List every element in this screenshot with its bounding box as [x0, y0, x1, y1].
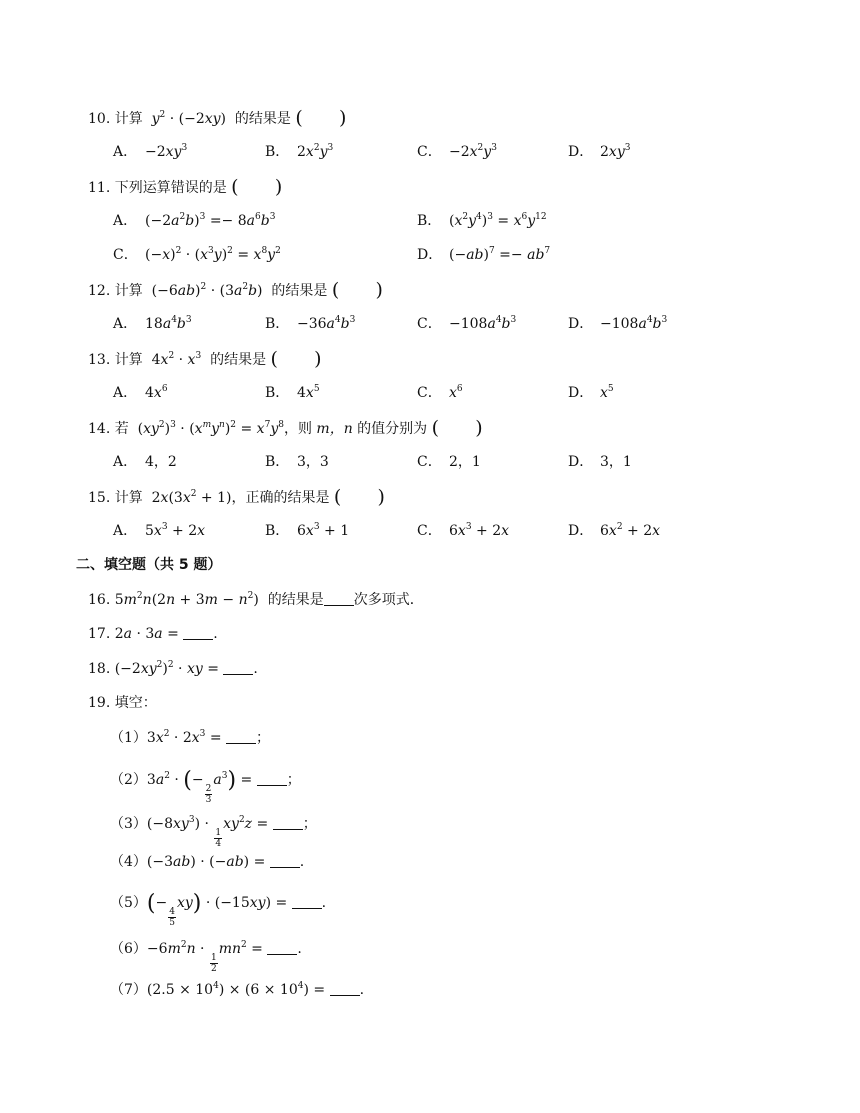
answer-blank[interactable] — [257, 771, 287, 786]
question-number: 15. — [88, 490, 111, 506]
q13-option-a[interactable]: A． $4x^6$ — [113, 384, 168, 401]
question-suffix: ，正确的结果是 — [231, 490, 330, 506]
q11-option-d[interactable]: D． $(-ab)^7 =- ab^7$ — [417, 246, 551, 263]
question-prefix: 计算 — [114, 352, 143, 368]
answer-blank[interactable] — [267, 940, 297, 955]
q19-part-1: $(1)3x^2 \cdot 2x^3$ = ； — [110, 729, 271, 746]
question-text: 填空： — [114, 695, 157, 711]
question-expression: $2x(3x^2 + 1)$ — [147, 489, 232, 506]
q14-option-a[interactable]: A． 4，2 — [113, 454, 177, 470]
question-number: 18. — [88, 661, 111, 677]
question-expression: $5m^2n(2n + 3m - n^2)$ — [114, 591, 264, 608]
question-suffix: 的结果是 — [267, 592, 324, 608]
question-number: 11. — [88, 180, 111, 196]
q10-option-a[interactable]: A． $-2xy^3$ — [113, 143, 188, 160]
question-number: 16. — [88, 592, 111, 608]
question-suffix: 的结果是 — [271, 283, 328, 299]
q13-option-b[interactable]: B． $4x^5$ — [265, 384, 320, 401]
question-number: 12. — [88, 283, 111, 299]
question-text: 下列运算错误的是 — [114, 180, 227, 196]
answer-paren[interactable]: ( ) — [431, 417, 483, 439]
answer-blank[interactable] — [324, 591, 354, 606]
q14-option-b[interactable]: B． 3，3 — [265, 454, 329, 470]
question-expression: $4x^2 \cdot x^3$ — [147, 351, 202, 368]
q10-option-d[interactable]: D． $2xy^3$ — [568, 143, 631, 160]
q14-option-d[interactable]: D． 3，1 — [568, 454, 632, 470]
question-18: 18. $(-2xy^2)^2$ · xy = . — [88, 660, 258, 677]
answer-blank[interactable] — [330, 981, 360, 996]
question-expression: $y^2 \cdot (-2xy)$ — [151, 110, 231, 127]
question-prefix: 计算 — [114, 490, 143, 506]
question-expression: $(-2xy^2)^2$ · xy = — [114, 660, 224, 677]
question-prefix: 若 — [114, 421, 129, 437]
question-number: 17. — [88, 626, 111, 642]
q19-part-7: $(7)(2.5 \times 10^4) \times (6 \times 10^4)$ = . — [110, 981, 365, 998]
answer-blank[interactable] — [223, 660, 253, 675]
answer-paren[interactable]: ( ) — [231, 176, 283, 198]
answer-paren[interactable]: ( ) — [295, 107, 347, 129]
q15-option-c[interactable]: C． $6x^3 + 2x$ — [417, 522, 510, 539]
q10-option-c[interactable]: C． $-2x^2y^3$ — [417, 143, 497, 160]
question-suffix: 的结果是 — [210, 352, 267, 368]
question-suffix: 的结果是 — [234, 111, 291, 127]
question-16 — [88, 590, 424, 610]
q11-option-b[interactable]: B． $(x^2y^4)^3 = x^6y^{12}$ — [417, 212, 547, 229]
question-expression: $(-6ab)^2 \cdot (3a^2b)$ — [147, 282, 267, 299]
question-19 — [88, 693, 157, 713]
q11-option-a[interactable]: A． $(-2a^2b)^3 =- 8a^6b^3$ — [113, 212, 276, 229]
q10-option-b[interactable]: B． $2x^2y^3$ — [265, 143, 334, 160]
q13-option-d[interactable]: D． $x^5$ — [568, 384, 614, 401]
q12-option-a[interactable]: A． $18a^4b^3$ — [113, 315, 192, 332]
q15-option-d[interactable]: D． $6x^2 + 2x$ — [568, 522, 661, 539]
answer-blank[interactable] — [226, 729, 256, 744]
q19-part-4: （4）(−3ab) · (−ab) = . — [110, 854, 305, 870]
answer-blank[interactable] — [183, 625, 213, 640]
answer-blank[interactable] — [273, 815, 303, 830]
question-11 — [88, 177, 282, 197]
q13-option-c[interactable]: C． $x^6$ — [417, 384, 463, 401]
question-middle: ，则 — [283, 421, 312, 437]
q19-part-3: $(3)(-8xy^3)$ · $\frac{1}{4}$ $xy^2z$ = ； — [110, 815, 317, 849]
answer-paren[interactable]: ( ) — [333, 486, 385, 508]
answer-paren[interactable]: ( ) — [331, 279, 383, 301]
q19-part-6: $(6)-6m^2n$ · $\frac{1}{2}$ $mn^2$ = . — [110, 940, 302, 974]
question-after: 次多项式． — [353, 592, 424, 608]
question-prefix: 计算 — [114, 283, 143, 299]
q19-part-5: （5）(− $\frac{4}{5}$ xy) · (−15xy) = . — [110, 891, 327, 928]
question-17: 17. 2a · 3a = . — [88, 626, 218, 642]
question-vars: m，n — [316, 421, 353, 437]
question-13 — [88, 349, 322, 369]
section-title: 二、填空题（共 5 题） — [76, 557, 222, 573]
q12-option-b[interactable]: B． $-36a^4b^3$ — [265, 315, 356, 332]
question-expression: 2a · 3a = — [114, 626, 184, 642]
q19-part-2: $(2)3a^2$ · (− $\frac{2}{3}$ $a^3$) = ； — [110, 768, 301, 805]
question-expression: $(xy^2)^3 \cdot (x^my^n)^2 = x^7y^8$ — [133, 420, 284, 437]
q14-option-c[interactable]: C． 2，1 — [417, 454, 481, 470]
question-number: 10. — [88, 111, 111, 127]
question-14 — [88, 418, 483, 438]
question-15 — [88, 487, 385, 507]
q12-option-c[interactable]: C． $-108a^4b^3$ — [417, 315, 517, 332]
question-suffix: 的值分别为 — [357, 421, 428, 437]
q11-option-c[interactable]: C． $(-x)^2 \cdot (x^3y)^2 = x^8y^2$ — [113, 246, 281, 263]
q15-option-b[interactable]: B． $6x^3 + 1$ — [265, 522, 350, 539]
answer-paren[interactable]: ( ) — [270, 348, 322, 370]
question-10 — [88, 108, 346, 128]
q12-option-d[interactable]: D． $-108a^4b^3$ — [568, 315, 668, 332]
question-number: 14. — [88, 421, 111, 437]
answer-blank[interactable] — [292, 894, 322, 909]
question-number: 13. — [88, 352, 111, 368]
question-prefix: 计算 — [114, 111, 143, 127]
question-number: 19. — [88, 695, 111, 711]
question-12 — [88, 280, 383, 300]
answer-blank[interactable] — [270, 853, 300, 868]
q15-option-a[interactable]: A． $5x^3 + 2x$ — [113, 522, 206, 539]
